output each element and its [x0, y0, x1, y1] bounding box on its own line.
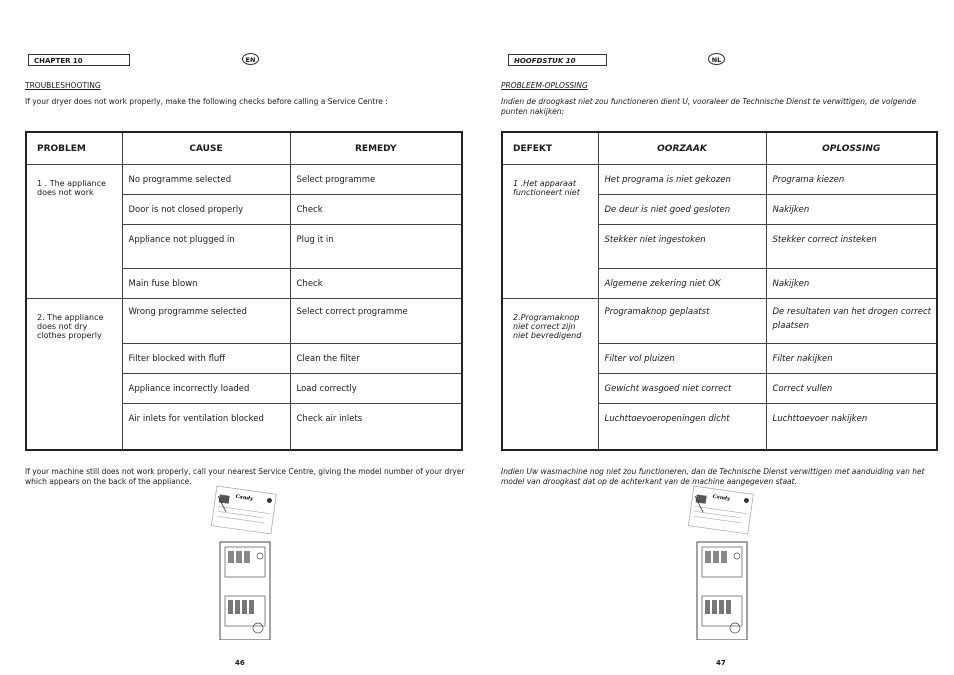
table-row [502, 299, 937, 344]
cause-text: Luchttoevoeropeningen dicht [604, 414, 730, 424]
remedy-text: Programa kiezen [772, 175, 845, 185]
rating-plate [211, 486, 276, 534]
table-header-row [502, 132, 937, 165]
header-problem: DEFEKT [502, 132, 598, 165]
cause-text: Programaknop geplaatst [604, 307, 710, 317]
table-header-row [26, 132, 462, 165]
table-row [26, 165, 462, 195]
chapter-label: CHAPTER 10 [28, 54, 130, 66]
cause-text: De deur is niet goed gesloten [604, 205, 731, 215]
cause-text: Door is not closed properly [128, 205, 244, 215]
cause-text: Filter blocked with fluff [128, 354, 226, 364]
brand-label: Candy [235, 493, 254, 503]
remedy-text: Luchttoevoer nakijken [772, 414, 868, 424]
problem-text: 2. The appliance does not dry clothes properly [37, 313, 104, 340]
remedy-text: Stekker correct insteken [772, 235, 877, 245]
problem-text: 1 .Het apparaat functioneert niet [513, 179, 580, 197]
footer-text: If your machine still does not work properly, call your nearest Service Centre, giving the model number of your dryer which appears on the back of the appliance. [25, 467, 465, 486]
remedy-text: Plug it in [296, 235, 334, 245]
table-row [502, 165, 937, 195]
problem-text: 2.Programaknop niet correct zijn niet bevredigend [513, 313, 582, 340]
brand-label: Candy [712, 493, 731, 503]
intro-text: If your dryer does not work properly, make the following checks before calling a Service Centre : [25, 97, 388, 106]
problem-text: 1 . The appliance does not work [37, 179, 106, 197]
remedy-text: Clean the filter [296, 354, 360, 364]
remedy-text: Check [296, 279, 323, 289]
remedy-text: Nakijken [772, 205, 810, 215]
cause-text: No programme selected [128, 175, 232, 185]
cause-text: Wrong programme selected [128, 307, 247, 317]
troubleshooting-table [501, 131, 938, 451]
remedy-text: Filter nakijken [772, 354, 833, 364]
remedy-text: Select programme [296, 175, 376, 185]
header-remedy: REMEDY [290, 132, 462, 165]
footer-text: Indien Uw wasmachine nog niet zou functioneren, dan de Technische Dienst verwittigen met aanduiding van het model van droogkast dat op de achterkant van de machine aangegeven staat. [501, 467, 925, 486]
section-title: TROUBLESHOOTING [25, 81, 101, 90]
cause-text: Filter vol pluizen [604, 354, 675, 364]
intro-text: Indien de droogkast niet zou functioneren dient U, vooraleer de Technische Dienst te verwittigen, de volgende punten nakijken: [501, 97, 917, 116]
remedy-text: Load correctly [296, 384, 357, 394]
problem-cell [502, 165, 598, 299]
remedy-text: Nakijken [772, 279, 810, 289]
header-cause: CAUSE [122, 132, 290, 165]
cause-text: Stekker niet ingestoken [604, 235, 706, 245]
cause-text: Het programa is niet gekozen [604, 175, 731, 185]
language-badge: EN [242, 53, 259, 65]
cause-text: Algemene zekering niet OK [604, 279, 721, 289]
troubleshooting-table [25, 131, 463, 451]
problem-cell [26, 299, 122, 450]
remedy-text: Check [296, 205, 323, 215]
remedy-text: Select correct programme [296, 307, 408, 317]
page-right-nl [477, 0, 954, 675]
problem-cell [502, 299, 598, 450]
header-remedy: OPLOSSING [766, 132, 937, 165]
remedy-text: Check air inlets [296, 414, 363, 424]
language-badge: NL [708, 53, 725, 65]
cause-text: Appliance incorrectly loaded [128, 384, 250, 394]
dryer-rating-plate-diagram [681, 484, 759, 640]
cause-text: Main fuse blown [128, 279, 198, 289]
dryer-rating-plate-diagram [204, 484, 282, 640]
remedy-text: De resultaten van het drogen correct plaatsen [772, 307, 931, 331]
table-row [26, 299, 462, 344]
page-number: 47 [716, 659, 726, 667]
problem-cell [26, 165, 122, 299]
cause-text: Air inlets for ventilation blocked [128, 414, 264, 424]
header-cause: OORZAAK [598, 132, 766, 165]
chapter-label: HOOFDSTUK 10 [508, 54, 607, 66]
section-title: PROBLEEM-OPLOSSING [501, 81, 588, 90]
remedy-text: Correct vullen [772, 384, 833, 394]
cause-text: Appliance not plugged in [128, 235, 235, 245]
header-problem: PROBLEM [26, 132, 122, 165]
rating-plate [688, 486, 753, 534]
cause-text: Gewicht wasgoed niet correct [604, 384, 732, 394]
page-number: 46 [235, 659, 245, 667]
